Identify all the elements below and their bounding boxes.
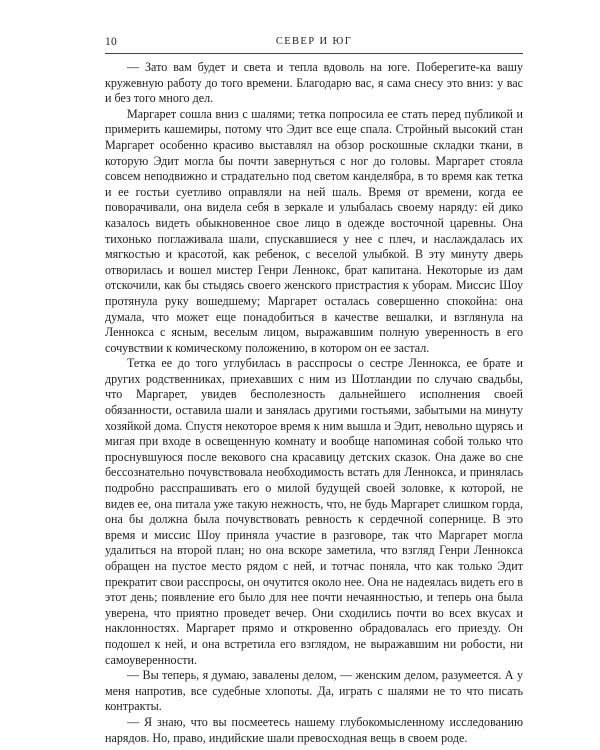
header-rule bbox=[105, 53, 523, 54]
paragraph-1: — Зато вам будет и света и тепла вдоволь на юге. Поберегите-ка вашу кружевную работу до того времени. Благодарю вас, я сама снесу это вниз: у вас и без того много дел. bbox=[105, 60, 523, 106]
page-number: 10 bbox=[105, 36, 118, 48]
paragraph-2: Маргарет сошла вниз с шалями; тетка попросила ее стать перед публикой и примерить кашемиры, потому что Эдит все еще спала. Стройный высокий стан Маргарет особенно красиво выставлял на обзор роскошные складки ткани, в которую Эдит могла бы почти завернуться с ног до головы. Маргарет стояла совсем неподвижно и страдательно под светом канделябра, в то время как тетка и ее гостьи суетливо оправляли на ней шаль. Время от времени, когда ее поворачивали, она видела себя в зеркале и улыбалась своему наряду: ей дико казалось видеть обыкновенное свое лицо в одежде восточной царевны. Она тихонько поглаживала шали, спускавшиеся у нее с плеч, и наслаждалась их мягкостью и красотой, как ребенок, с веселой улыбкой. В эту минуту дверь отворилась и вошел мистер Генри Леннокс, брат капитана. Некоторые из дам отскочили, как бы стыдясь своего женского пристрастия к уборам. Миссис Шоу протянула руку вошедшему; Маргарет осталась совершенно спокойна: она думала, что может еще понадобиться в качестве вешалки, и взглянула на Леннокса с ясным, веселым лицом, выражавшим полную уверенность в его сочувствии к комическому положению, в котором он ее застал. bbox=[105, 106, 523, 355]
running-title: СЕВЕР И ЮГ bbox=[275, 36, 353, 47]
paragraph-4: — Вы теперь, я думаю, завалены делом, — женским делом, разумеется. А у меня напротив, все судебные хлопоты. Да, играть с шалями не то что писать контракты. bbox=[105, 668, 523, 714]
page-header bbox=[105, 34, 523, 54]
body-text bbox=[105, 60, 523, 746]
paragraph-3: Тетка ее до того углубилась в расспросы о сестре Леннокса, ее брате и других родственниках, приехавших с ним из Шотландии по случаю свадьбы, что Маргарет, увидев бесполезность дальнейшего исполнения своей обязанности, оставила шали и занялась другими гостьями, забытыми на минуту хозяйкой дома. Спустя некоторое время к ним вышла и Эдит, невольно щурясь и мигая при входе в освещенную комнату и вообще напоминая собой только что проснувшуюся после векового сна красавицу детских сказок. Она даже во сне бессознательно почувствовала необходимость встать для Леннокса, и принялась подробно расспрашивать его о милой будущей своей золовке, к которой, не видев ее, она питала уже такую нежность, что, не будь Маргарет слишком горда, она бы должна была почувствовать ревность к сердечной сопернице. В это время и миссис Шоу приняла участие в разговоре, так что Маргарет могла удалиться на второй план; но она вскоре заметила, что взгляд Генри Леннокса обращен на пустое место рядом с ней, и тотчас поняла, что как только Эдит прекратит свои расспросы, он очутится около нее. Она не надеялась видеть его в этот день; появление его было для нее почти нечаянностью, и теперь она была уверена, что приятно проведет вечер. Они сходились почти во всех вкусах и наклонностях. Маргарет прямо и откровенно обрадовалась его приезду. Он подошел к ней, и она встретила его взглядом, не выражавшим ни робости, ни самоуверенности. bbox=[105, 356, 523, 667]
paragraph-5: — Я знаю, что вы посмеетесь нашему глубокомысленному исследованию нарядов. Но, право, индийские шали превосходная вещь в своем роде. bbox=[105, 714, 523, 745]
